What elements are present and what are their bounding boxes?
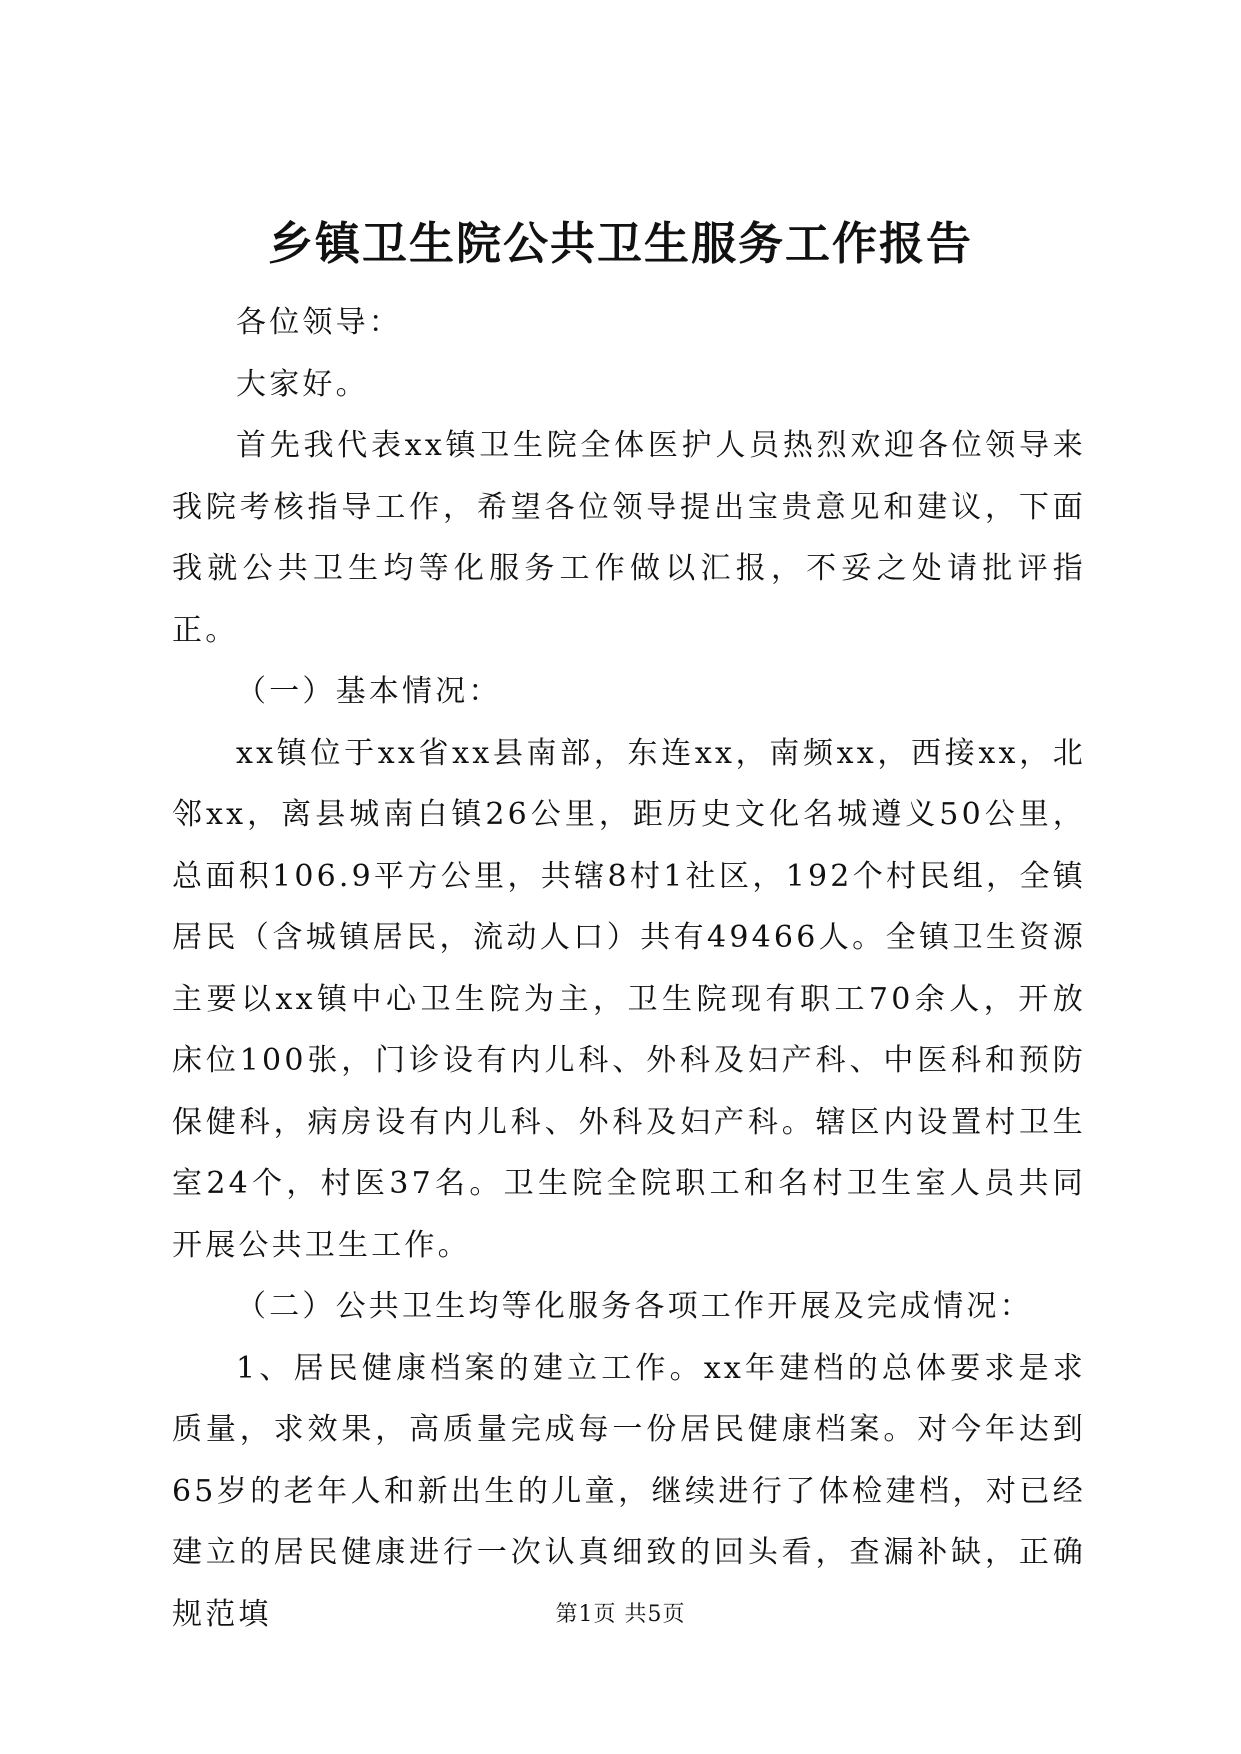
intro-paragraph: 首先我代表xx镇卫生院全体医护人员热烈欢迎各位领导来我院考核指导工作，希望各位领导提出宝贵意见和建议，下面我就公共卫生均等化服务工作做以汇报，不妥之处请批评指正。	[172, 428, 1086, 648]
health-records-paragraph: 1、居民健康档案的建立工作。xx年建档的总体要求是求质量，求效果，高质量完成每一份居民健康档案。对今年达到65岁的老年人和新出生的儿童，继续进行了体检建档，对已经建立的居民健康进行一次认真细致的回头看，查漏补缺，正确规范填	[172, 1350, 1086, 1632]
basic-info-paragraph: xx镇位于xx省xx县南部，东连xx，南频xx，西接xx，北邻xx，离县城南白镇26公里，距历史文化名城遵义50公里，总面积106.9平方公里，共辖8村1社区，192个村民组，全镇居民（含城镇居民，流动人口）共有49466人。全镇卫生资源主要以xx镇中心卫生院为主，卫生院现有职工70余人，开放床位100张，门诊设有内儿科、外科及妇产科、中医科和预防保健科，病房设有内儿科、外科及妇产科。辖区内设置村卫生室24个，村医37名。卫生院全院职工和名村卫生室人员共同开展公共卫生工作。	[172, 735, 1086, 1263]
document-title: 乡镇卫生院公共卫生服务工作报告	[267, 217, 973, 270]
document-body	[172, 292, 1086, 1645]
greeting: 大家好。	[236, 366, 369, 402]
section-heading-services: （二）公共卫生均等化服务各项工作开展及完成情况：	[236, 1289, 1033, 1324]
salutation: 各位领导：	[236, 305, 402, 340]
page-footer: 第1页 共5页	[555, 1602, 686, 1627]
section-heading-basic: （一）基本情况：	[236, 674, 502, 709]
